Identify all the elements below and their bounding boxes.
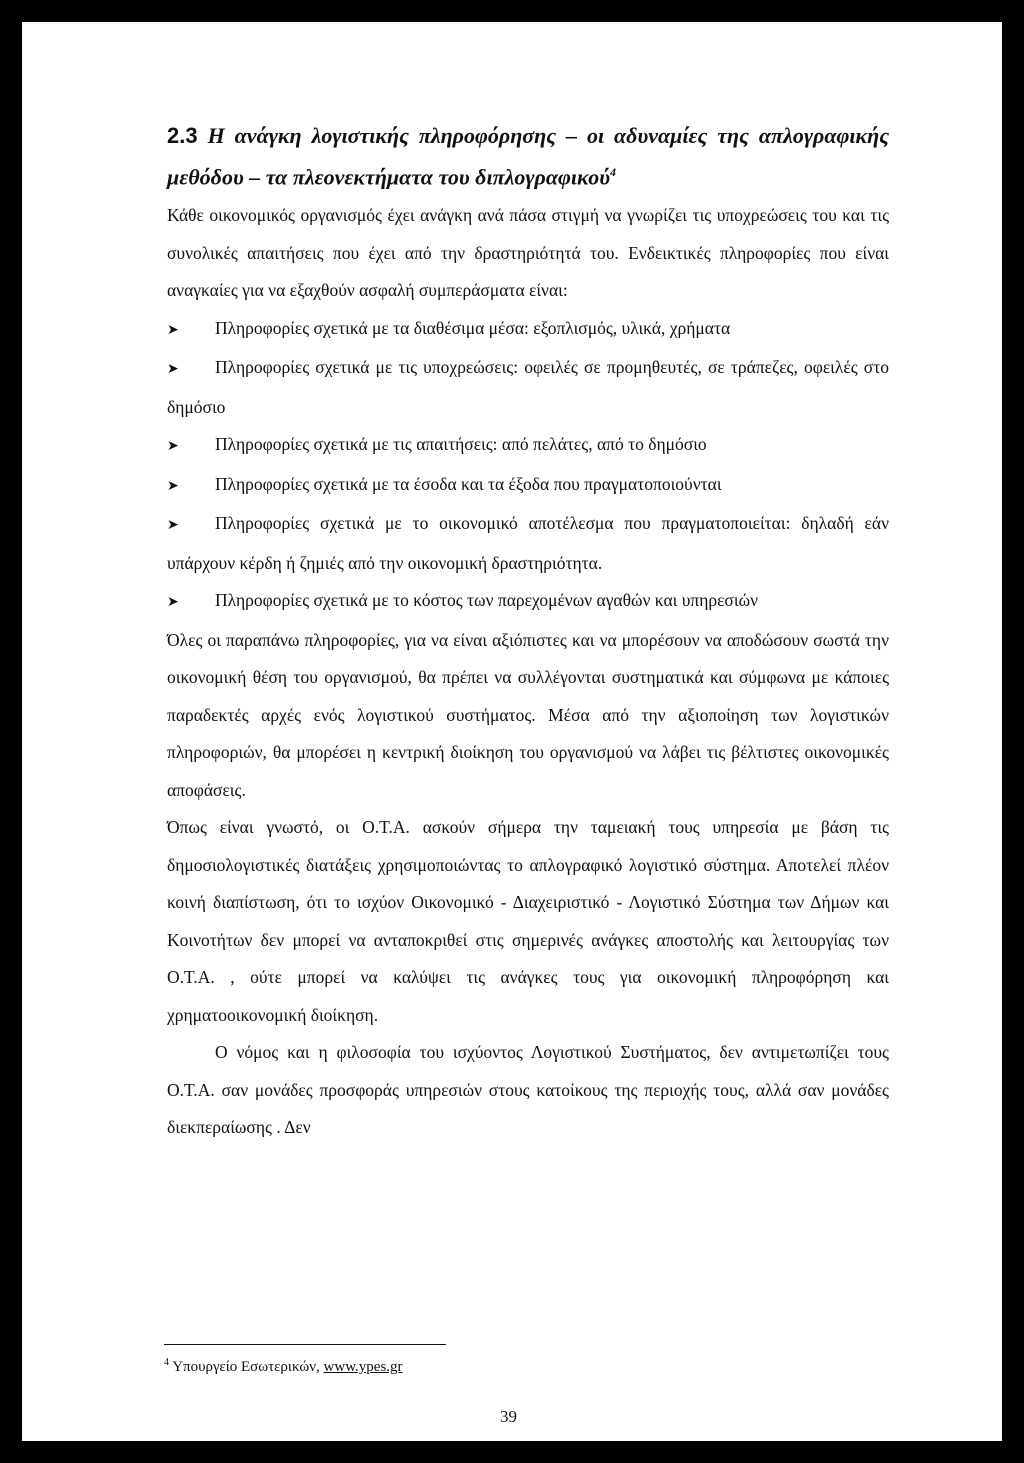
- list-item: [167, 310, 889, 350]
- body-paragraph: Ο νόμος και η φιλοσοφία του ισχύοντος Λογιστικού Συστήματος, δεν αντιμετωπίζει τους Ο.Τ.Α. σαν μονάδες προσφοράς υπηρεσιών στους κατοίκους της περιοχής τους, αλλά σαν μονάδες διεκπεραίωσης . Δεν: [167, 1042, 889, 1138]
- arrowhead-bullet-icon: ➤: [167, 321, 179, 338]
- list-item: [167, 505, 889, 582]
- bullet-list: [167, 310, 889, 622]
- list-item-text: Πληροφορίες σχετικά με τα διαθέσιμα μέσα: εξοπλισμός, υλικά, χρήματα: [215, 317, 731, 338]
- footnote-divider: [164, 1344, 446, 1345]
- footnote: [164, 1353, 403, 1377]
- list-item-text: Πληροφορίες σχετικά με τις απαιτήσεις: από πελάτες, από το δημόσιο: [215, 434, 707, 455]
- arrowhead-bullet-icon: ➤: [167, 361, 179, 378]
- footnote-text: Υπουργείο Εσωτερικών,: [172, 1359, 324, 1375]
- body-paragraph: Όπως είναι γνωστό, οι Ο.Τ.Α. ασκούν σήμερα την ταμειακή τους υπηρεσία με βάση τις δημοσιολογιστικές διατάξεις χρησιμοποιώντας το απλογραφικό λογιστικό σύστημα. Αποτελεί πλέον κοινή διαπίστωση, ότι το ισχύον Οικονομικό - Διαχειριστικό - Λογιστικό Σύστημα των Δήμων και Κοινοτήτων δεν μπορεί να ανταποκριθεί στις σημερινές ανάγκες αποστολής και λειτουργίας των Ο.Τ.Α. , ούτε μπορεί να καλύψει τις ανάγκες τους για οικονομική πληροφόρηση και χρηματοοικονομική διοίκηση.: [167, 817, 889, 1025]
- arrowhead-bullet-icon: ➤: [167, 477, 179, 494]
- arrowhead-bullet-icon: ➤: [167, 438, 179, 455]
- page-number: 39: [500, 1407, 517, 1426]
- list-item-text: Πληροφορίες σχετικά με το κόστος των παρεχομένων αγαθών και υπηρεσιών: [215, 590, 759, 611]
- arrowhead-bullet-icon: ➤: [167, 594, 179, 611]
- list-item: [167, 426, 889, 466]
- section-heading: [167, 117, 889, 195]
- body-paragraph: Όλες οι παραπάνω πληροφορίες, για να είναι αξιόπιστες και να μπορέσουν να αποδώσουν σωστά την οικονομική θέση του οργανισμού, θα πρέπει να συλλέγονται συστηματικά και σύμφωνα με κάποιες παραδεκτές αρχές ενός λογιστικού συστήματος. Μέσα από την αξιοποίηση των λογιστικών πληροφοριών, θα μπορέσει η κεντρική διοίκηση του οργανισμού να λάβει τις βέλτιστες οικονομικές αποφάσεις.: [167, 629, 889, 800]
- section-title: Η ανάγκη λογιστικής πληροφόρησης – οι αδυναμίες της απλογραφικής μεθόδου – τα πλεονεκτήματα του διπλογραφικού: [167, 123, 890, 190]
- list-item-text: Πληροφορίες σχετικά με το οικονομικό αποτέλεσμα που πραγματοποιείται: δηλαδή εάν υπάρχουν κέρδη ή ζημιές από την οικονομική δραστηριότητα.: [167, 513, 889, 573]
- footnote-link[interactable]: www.ypes.gr: [323, 1359, 403, 1375]
- footnote-mark: 4: [164, 1357, 169, 1368]
- list-item: [167, 349, 889, 426]
- list-item-text: Πληροφορίες σχετικά με τα έσοδα και τα έξοδα που πραγματοποιούνται: [215, 473, 722, 494]
- list-item-text: Πληροφορίες σχετικά με τις υποχρεώσεις: οφειλές σε προμηθευτές, σε τράπεζες, οφειλές στο δημόσιο: [167, 357, 889, 417]
- document-page: [22, 22, 1002, 1441]
- section-number: 2.3: [167, 123, 198, 148]
- list-item: [167, 466, 889, 506]
- footnote-reference[interactable]: 4: [610, 165, 616, 179]
- intro-paragraph: Κάθε οικονομικός οργανισμός έχει ανάγκη ανά πάσα στιγμή να γνωρίζει τις υποχρεώσεις του και τις συνολικές απαιτήσεις που έχει από την δραστηριότητά του. Ενδεικτικές πληροφορίες που είναι αναγκαίες για να εξαχθούν ασφαλή συμπεράσματα είναι:: [167, 205, 889, 301]
- arrowhead-bullet-icon: ➤: [167, 517, 179, 534]
- list-item: [167, 582, 889, 622]
- page-body: [167, 117, 889, 1147]
